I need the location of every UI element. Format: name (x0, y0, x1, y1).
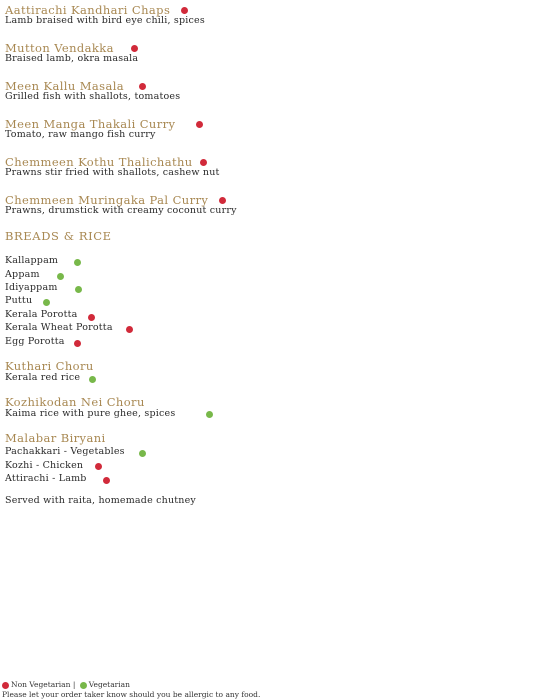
dish-title: Kozhikodan Nei Choru (5, 395, 145, 409)
list-item: Kallappam (5, 255, 59, 266)
list-item: Kozhi - Chicken (5, 460, 84, 471)
veg-dot-icon (206, 411, 213, 418)
non-veg-dot-icon (219, 197, 226, 204)
dish-title: Chemmeen Muringaka Pal Curry (5, 193, 209, 207)
veg-dot-icon (139, 450, 146, 457)
non-veg-dot-icon (2, 682, 9, 689)
list-item: Puttu (5, 295, 33, 306)
list-item: Pachakkari - Vegetables (5, 446, 125, 457)
dish-description: Tomato, raw mango fish curry (5, 129, 156, 140)
non-veg-dot-icon (181, 7, 188, 14)
allergy-note: Please let your order taker know should you be allergic to any food. (2, 690, 261, 699)
legend-veg-label: Vegetarian (88, 680, 130, 689)
non-veg-dot-icon (103, 477, 110, 484)
veg-dot-icon (43, 299, 50, 306)
non-veg-dot-icon (95, 463, 102, 470)
non-veg-dot-icon (200, 159, 207, 166)
veg-dot-icon (80, 682, 87, 689)
dish-title: Malabar Biryani (5, 431, 106, 445)
dish-title: Meen Kallu Masala (5, 79, 125, 93)
dish-description: Braised lamb, okra masala (5, 53, 139, 64)
dish-description: Prawns stir fried with shallots, cashew nut (5, 167, 220, 178)
list-item: Egg Porotta (5, 336, 65, 347)
non-veg-dot-icon (88, 314, 95, 321)
dish-description: Kerala red rice (5, 372, 81, 383)
veg-dot-icon (74, 259, 81, 266)
dish-description: Lamb braised with bird eye chili, spices (5, 15, 205, 26)
dish-description: Kaima rice with pure ghee, spices (5, 408, 176, 419)
dish-title: Chemmeen Kothu Thalichathu (5, 155, 193, 169)
veg-dot-icon (75, 286, 82, 293)
list-item: Appam (5, 269, 40, 280)
dish-title: Kuthari Choru (5, 359, 94, 373)
legend-non-veg-label: Non Vegetarian | (11, 680, 76, 689)
list-item: Kerala Wheat Porotta (5, 322, 113, 333)
dish-title: Meen Manga Thakali Curry (5, 117, 176, 131)
list-item: Idiyappam (5, 282, 58, 293)
list-item: Attirachi - Lamb (5, 473, 87, 484)
section-heading-breads-rice: BREADS & RICE (5, 229, 112, 243)
non-veg-dot-icon (126, 326, 133, 333)
list-item: Kerala Porotta (5, 309, 78, 320)
dish-description: Grilled fish with shallots, tomatoes (5, 91, 181, 102)
dish-title: Mutton Vendakka (5, 41, 114, 55)
non-veg-dot-icon (139, 83, 146, 90)
non-veg-dot-icon (74, 340, 81, 347)
veg-dot-icon (57, 273, 64, 280)
served-with-note: Served with raita, homemade chutney (5, 495, 196, 506)
non-veg-dot-icon (131, 45, 138, 52)
veg-dot-icon (89, 376, 96, 383)
non-veg-dot-icon (196, 121, 203, 128)
dish-description: Prawns, drumstick with creamy coconut curry (5, 205, 237, 216)
dish-title: Aattirachi Kandhari Chaps (5, 3, 171, 17)
diet-legend (2, 680, 130, 690)
